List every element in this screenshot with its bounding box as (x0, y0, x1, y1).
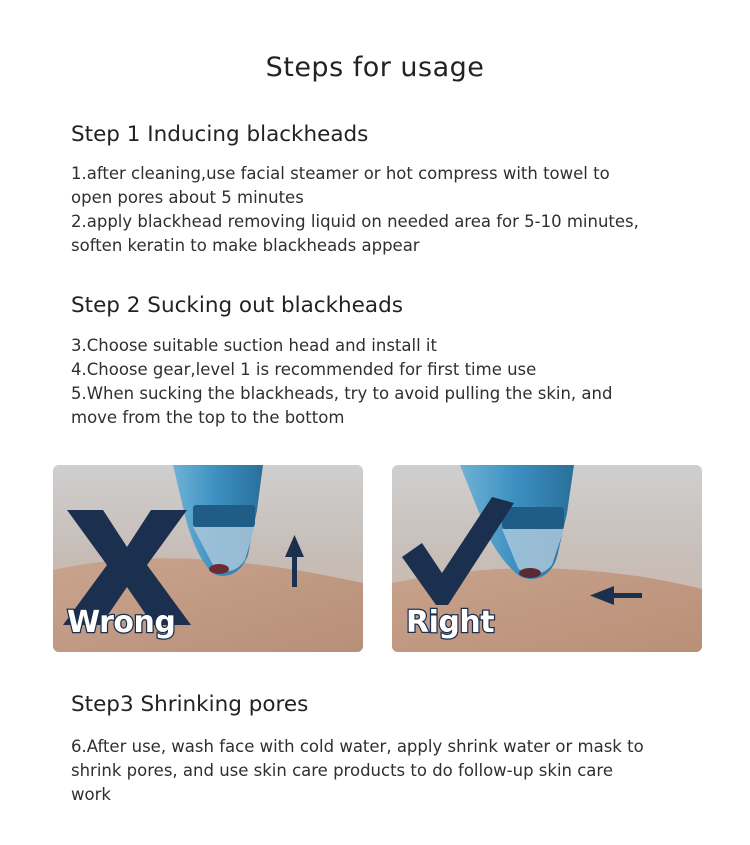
step3-line: 6.After use, wash face with cold water, apply shrink water or mask to (71, 737, 644, 756)
step1-heading: Step 1 Inducing blackheads (71, 122, 369, 147)
step1-line: soften keratin to make blackheads appear (71, 236, 420, 255)
step3-heading: Step3 Shrinking pores (71, 692, 309, 717)
step2-line: 4.Choose gear,level 1 is recommended for first time use (71, 360, 537, 379)
step3-line: work (71, 785, 111, 804)
wrong-label: Wrong (67, 605, 176, 640)
step2-line: move from the top to the bottom (71, 408, 345, 427)
step3-body (71, 735, 691, 807)
step1-line: 1.after cleaning,use facial steamer or hot compress with towel to (71, 164, 610, 183)
step2-body (71, 334, 691, 430)
right-label: Right (406, 605, 495, 640)
step2-line: 3.Choose suitable suction head and install it (71, 336, 437, 355)
wrong-usage-photo (53, 465, 363, 652)
step1-line: open pores about 5 minutes (71, 188, 304, 207)
step3-line: shrink pores, and use skin care products to do follow-up skin care (71, 761, 613, 780)
right-usage-photo (392, 465, 702, 652)
step2-line: 5.When sucking the blackheads, try to avoid pulling the skin, and (71, 384, 613, 403)
step2-heading: Step 2 Sucking out blackheads (71, 293, 403, 318)
page-title: Steps for usage (265, 52, 485, 83)
step1-line: 2.apply blackhead removing liquid on needed area for 5-10 minutes, (71, 212, 639, 231)
step1-body (71, 162, 691, 258)
